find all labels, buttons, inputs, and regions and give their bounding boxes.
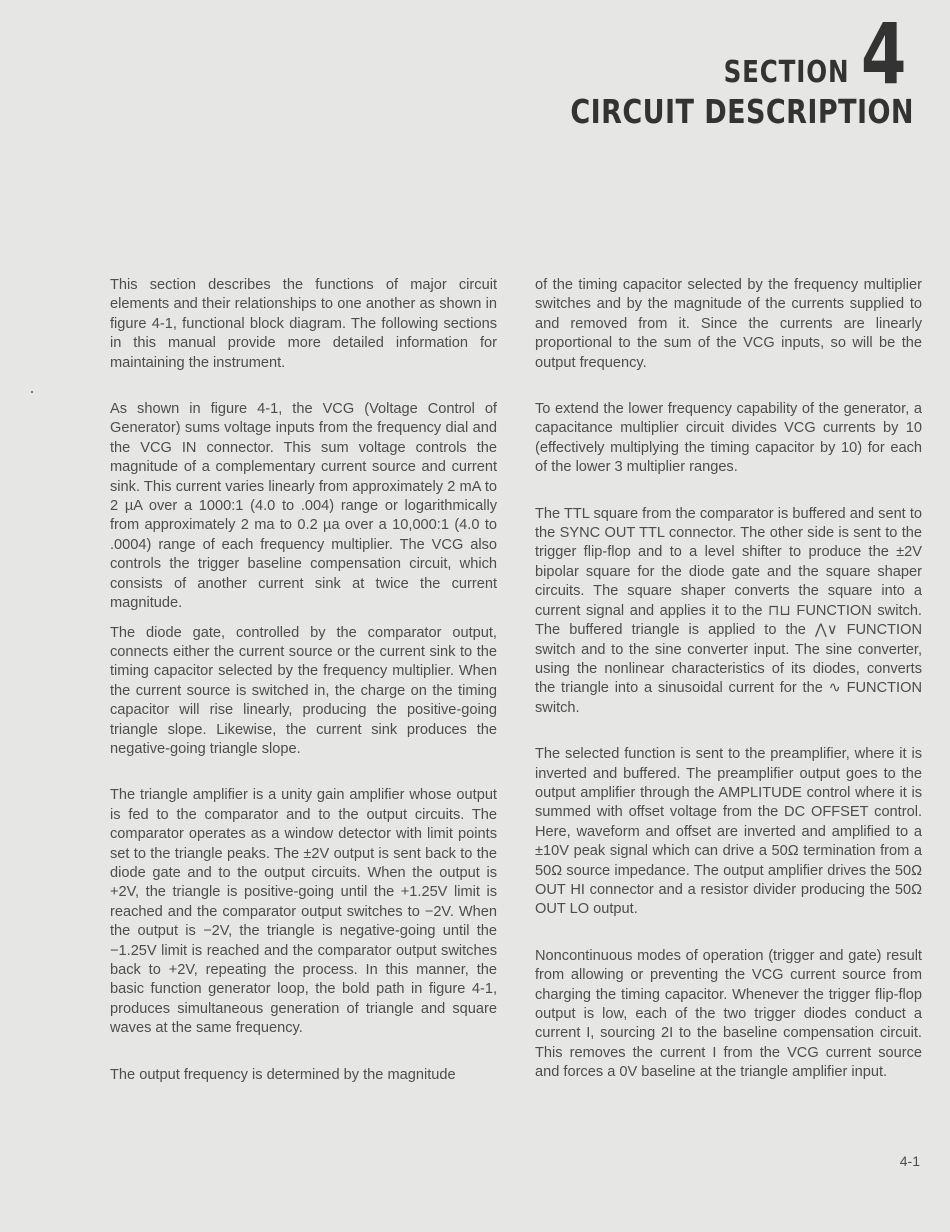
paragraph: The triangle amplifier is a unity gain amplifier whose output is fed to the comparator and to the output circuits. The comparator operates as a window detector with limit points set to the triangle peaks. The ±2V output is sent back to the diode gate and to the output circuits. When the output is +2V, the triangle is positive-going until the +1.25V limit is reached and the comparator output switches to −2V. When the output is −2V, the triangle is negative-going until the −1.25V limit is reached and the comparator output switches back to +2V, repeating the process. In this manner, the basic function generator loop, the bold path in figure 4-1, produces simultaneous generation of triangle and square waves at the same frequency. [110,787,497,1037]
section-heading [696,5,906,103]
page-title: CIRCUIT DESCRIPTION [570,92,914,131]
paragraph: The TTL square from the comparator is buffered and sent to the SYNC OUT TTL connector. The other side is sent to the trigger flip-flop and to a level shifter to produce the ±2V bipolar square for the diode gate and the square shaper circuits. The square shaper converts the square into a current signal and applies it to the ⊓⊔ FUNCTION switch. The buffered triangle is applied to the ⋀∨ FUNCTION switch and to the sine converter input. The sine converter, using the nonlinear characteristics of its diodes, converts the triangle into a sinusoidal current for the ∿ FUNCTION switch. [535,505,922,716]
paragraph: of the timing capacitor selected by the frequency multiplier switches and by the magnitude of the currents supplied to and removed from it. Since the currents are linearly proportional to the sum of the VCG inputs, so will be the output frequency. [535,277,922,371]
paragraph: This section describes the functions of major circuit elements and their relationships to one another as shown in figure 4-1, functional block diagram. The following sections in this manual provide more detailed information for maintaining the instrument. [110,277,497,371]
right-column [535,276,922,1110]
paragraph: The output frequency is determined by the magnitude [110,1066,456,1083]
section-number: 4 [860,5,906,103]
left-column [110,276,497,1112]
paragraph: As shown in figure 4-1, the VCG (Voltage Control of Generator) sums voltage inputs from the frequency dial and the VCG IN connector. This sum voltage controls the magnitude of a complementary current source and current sink. This current varies linearly from approximately 2 mA to 2 µA over a 1000:1 (4.0 to .004) range or logarithmically from approximately 2 ma to 0.2 µa over a 10,000:1 (4.0 to .0004) range of each frequency multiplier. The VCG also controls the trigger baseline compensation circuit, which consists of another current sink at twice the current magnitude. [110,401,497,612]
section-label: SECTION [723,55,850,90]
paragraph: The selected function is sent to the preamplifier, where it is inverted and buffered. The preamplifier output goes to the output amplifier through the AMPLITUDE control where it is summed with offset voltage from the DC OFFSET control. Here, waveform and offset are inverted and amplified to a ±10V peak signal which can drive a 50Ω termination from a 50Ω source impedance. The output amplifier drives the 50Ω OUT HI connector and a resistor divider producing the 50Ω OUT LO output. [535,746,922,918]
scan-speck [31,391,33,393]
paragraph: To extend the lower frequency capability of the generator, a capacitance multiplier circuit divides VCG currents by 10 (effectively multiplying the timing capacitor by 10) for each of the lower 3 multiplier ranges. [535,401,922,476]
page-number: 4-1 [899,1153,920,1169]
paragraph: The diode gate, controlled by the comparator output, connects either the current source or the current sink to the timing capacitor selected by the frequency multiplier. When the current source is switched in, the charge on the timing capacitor will rise linearly, producing the positive-going triangle slope. Likewise, the current sink produces the negative-going triangle slope. [110,624,497,757]
paragraph: Noncontinuous modes of operation (trigger and gate) result from allowing or preventing the VCG current source from charging the timing capacitor. Whenever the trigger flip-flop output is low, each of the two trigger diodes conduct a current I, sourcing 2I to the baseline compensation circuit. This removes the current I from the VCG current source and forces a 0V baseline at the triangle amplifier input. [535,947,922,1081]
